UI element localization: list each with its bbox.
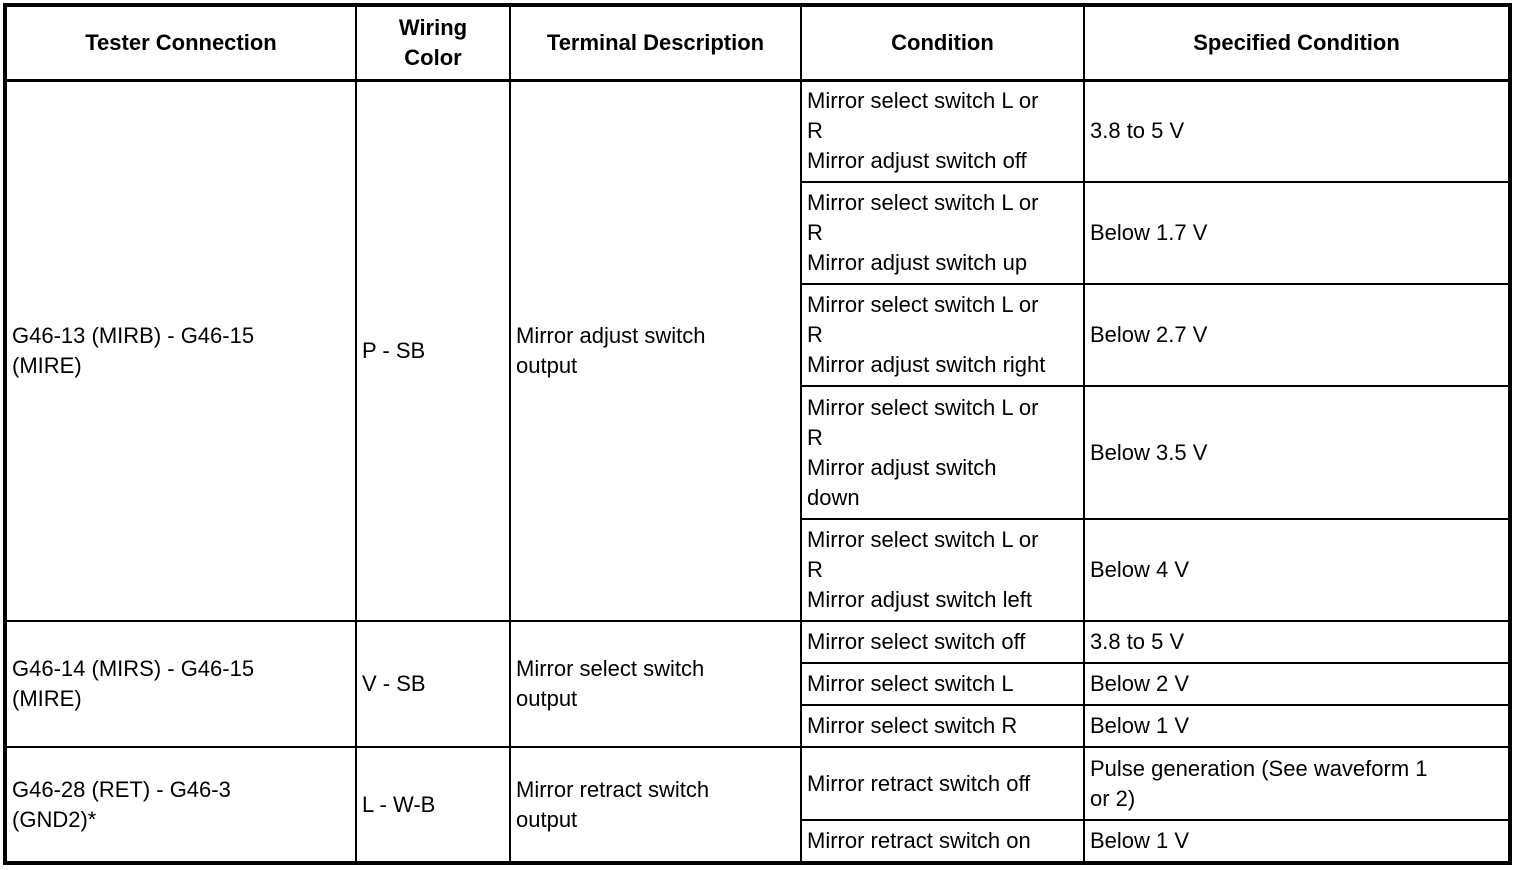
header-tester-connection: Tester Connection	[6, 6, 356, 80]
specification-table	[5, 5, 1510, 863]
condition-cell: Mirror select switch L or R Mirror adjust switch right	[801, 284, 1084, 386]
condition-cell: Mirror select switch L	[801, 663, 1084, 705]
table-header-row	[6, 6, 1509, 80]
condition-cell: Mirror select switch off	[801, 621, 1084, 663]
specified-condition-cell: Below 1.7 V	[1084, 182, 1509, 284]
condition-cell: Mirror select switch L or R Mirror adjust switch up	[801, 182, 1084, 284]
condition-cell: Mirror select switch L or R Mirror adjust switch left	[801, 519, 1084, 621]
header-wiring-color: Wiring Color	[356, 6, 510, 80]
header-condition: Condition	[801, 6, 1084, 80]
tester-connection-cell: G46-28 (RET) - G46-3 (GND2)*	[6, 747, 356, 862]
table-row	[6, 747, 1509, 820]
terminal-description-cell: Mirror select switch output	[510, 621, 801, 747]
wiring-color-cell: V - SB	[356, 621, 510, 747]
specified-condition-cell: Below 3.5 V	[1084, 386, 1509, 519]
specified-condition-cell: Below 1 V	[1084, 705, 1509, 747]
condition-cell: Mirror retract switch off	[801, 747, 1084, 820]
tester-connection-cell: G46-14 (MIRS) - G46-15 (MIRE)	[6, 621, 356, 747]
specified-condition-cell: 3.8 to 5 V	[1084, 621, 1509, 663]
specified-condition-cell: Below 2.7 V	[1084, 284, 1509, 386]
table-row	[6, 621, 1509, 663]
specified-condition-cell: Below 4 V	[1084, 519, 1509, 621]
specified-condition-cell: Below 1 V	[1084, 820, 1509, 862]
tester-connection-cell: G46-13 (MIRB) - G46-15 (MIRE)	[6, 80, 356, 621]
terminal-description-cell: Mirror adjust switch output	[510, 80, 801, 621]
specified-condition-cell: 3.8 to 5 V	[1084, 80, 1509, 182]
wiring-color-cell: L - W-B	[356, 747, 510, 862]
header-terminal-description: Terminal Description	[510, 6, 801, 80]
wiring-color-cell: P - SB	[356, 80, 510, 621]
condition-cell: Mirror select switch L or R Mirror adjust switch off	[801, 80, 1084, 182]
table-row	[6, 80, 1509, 182]
condition-cell: Mirror retract switch on	[801, 820, 1084, 862]
condition-cell: Mirror select switch L or R Mirror adjust switch down	[801, 386, 1084, 519]
specified-condition-cell: Below 2 V	[1084, 663, 1509, 705]
terminal-description-cell: Mirror retract switch output	[510, 747, 801, 862]
specified-condition-cell: Pulse generation (See waveform 1 or 2)	[1084, 747, 1509, 820]
header-specified-condition: Specified Condition	[1084, 6, 1509, 80]
condition-cell: Mirror select switch R	[801, 705, 1084, 747]
